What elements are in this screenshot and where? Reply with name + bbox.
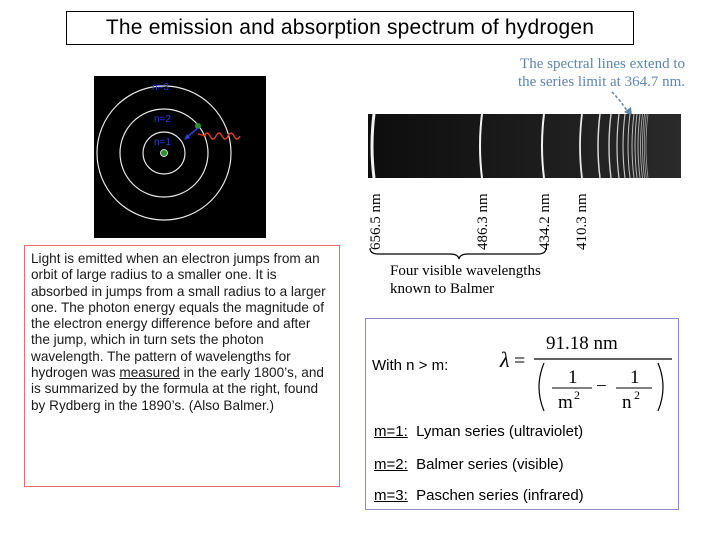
level-label-n2: n=2 [154,114,171,125]
series-limit-note [373,55,685,91]
series-m-value: m=2: [374,456,408,473]
series-balmer [374,456,564,473]
formula-exp-n: 2 [634,388,640,402]
formula-numerator: 91.18 nm [546,333,618,354]
balmer-brace [368,246,548,260]
series-limit-note-line1: The spectral lines extend to [520,56,685,72]
bohr-atom-diagram [94,76,266,238]
series-description: Lyman series (ultraviolet) [416,423,584,440]
description-text: Light is emitted when an electron jumps from an orbit of large radius to a smaller one. It is absorbed in jumps from a small radius to a larger one. The photon energy equals the magnitude of the electron energy difference before and after the jump, which in turn sets the photon wavelength. The pattern of wavelengths for hydrogen was [31,251,326,381]
formula-lambda: λ [500,347,510,372]
wavelength-label: 486.3 nm [475,193,491,250]
level-label-n3: n=3 [152,82,169,93]
series-description: Balmer series (visible) [416,456,564,473]
formula-minus: − [596,376,607,397]
series-limit-note-line2: the series limit at 364.7 nm. [517,74,685,90]
rydberg-formula-box [365,318,679,510]
formula-n: n [622,392,632,413]
description-text-continued: in the early 1800’s, and is summarized by the formula at the right, found by Rydberg in the 1890’s. (Also Balmer.) [31,365,324,413]
nucleus [161,150,168,157]
photon-wave [204,133,240,139]
series-m-value: m=3: [374,487,408,504]
wavelength-label: 410.3 nm [574,193,590,250]
series-m-value: m=1: [374,423,408,440]
page-title: The emission and absorption spectrum of hydrogen [66,11,634,45]
electron-jump-arrow [187,128,198,137]
formula-m: m [558,392,573,413]
wavelength-label: 434.2 nm [537,193,553,250]
wavelength-label: 656.5 nm [368,193,384,250]
series-paschen [374,487,584,504]
balmer-note-line1: Four visible wavelengths [390,263,541,279]
description-underlined-word: measured [119,365,180,381]
formula-condition: With n > m: [372,357,449,374]
balmer-note-line2: known to Balmer [390,281,495,297]
series-lyman [374,423,583,440]
level-label-n1: n=1 [154,137,171,148]
wavelength-labels [368,180,681,250]
formula-one-a: 1 [568,367,578,388]
description-text-box [24,245,340,487]
formula-equals: = [514,350,526,372]
formula-exp-m: 2 [574,388,580,402]
hydrogen-spectrum-image [368,114,681,178]
rydberg-formula [498,323,676,415]
series-description: Paschen series (infrared) [416,487,584,504]
formula-one-b: 1 [630,367,640,388]
balmer-note [390,262,590,298]
